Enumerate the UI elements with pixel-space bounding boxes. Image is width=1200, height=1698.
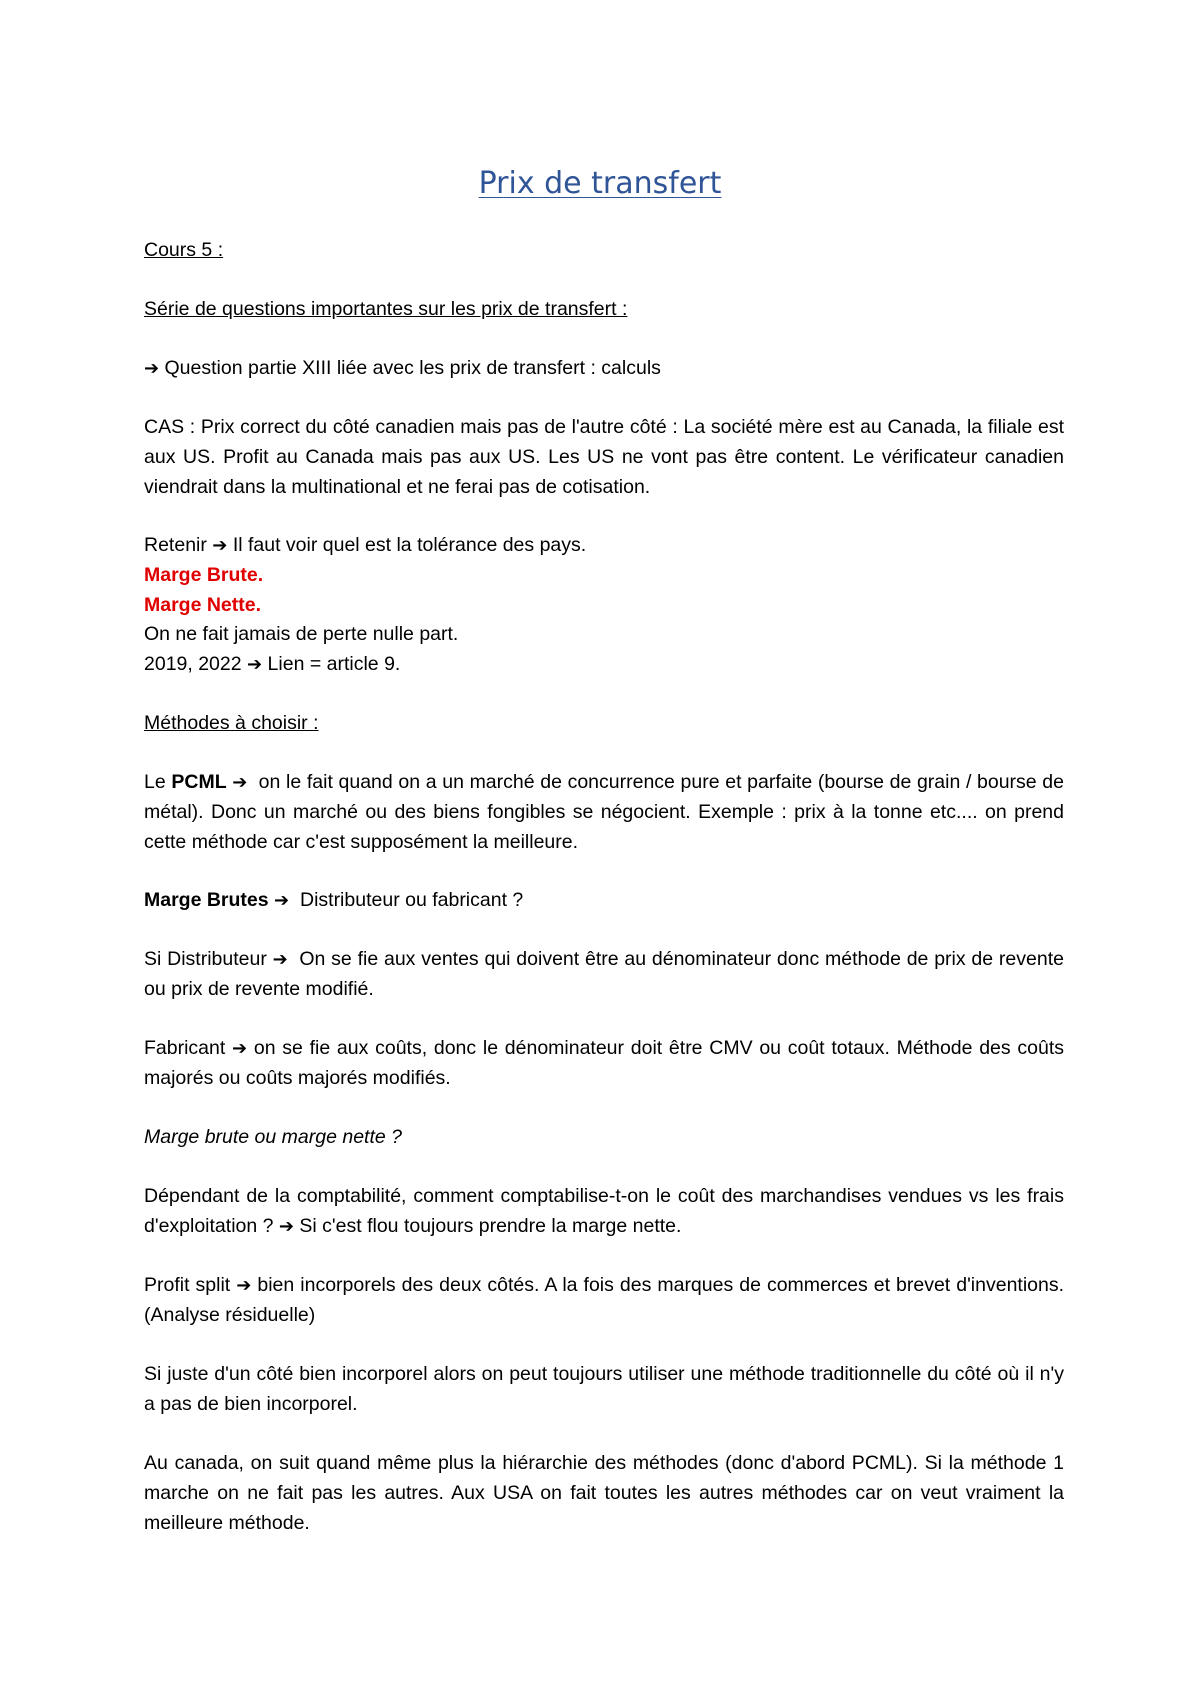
distributeur-label: Si Distributeur	[144, 948, 267, 970]
arrow-right-icon: ➔	[212, 535, 228, 556]
arrow-right-icon: ➔	[272, 949, 288, 970]
arrow-right-icon: ➔	[232, 1038, 248, 1059]
marge-nette-highlight: Marge Nette.	[144, 593, 262, 616]
methodes-heading: Méthodes à choisir :	[144, 712, 319, 734]
dependant-text: Dépendant de la comptabilité, comment comptabilise-t-on le coût des marchandises vendues vs les frais d'exploitation ?	[144, 1185, 1064, 1237]
marge-brute-highlight: Marge Brute.	[144, 563, 264, 586]
lien-line	[144, 650, 1064, 680]
distributeur-paragraph	[144, 945, 1064, 1005]
pcml-prefix: Le	[144, 771, 166, 793]
retenir-text: Il faut voir quel est la tolérance des pays.	[232, 534, 587, 556]
distributeur-text: On se fie aux ventes qui doivent être au dénominateur donc méthode de prix de revente ou prix de revente modifié.	[144, 948, 1064, 1000]
profit-split-text: bien incorporels des deux côtés. A la fois des marques de commerces et brevet d'inventions. (Analyse résiduelle)	[144, 1274, 1065, 1326]
retenir-label: Retenir	[144, 534, 207, 556]
cas-paragraph: CAS : Prix correct du côté canadien mais pas de l'autre côté : La société mère est au Canada, la filiale est aux US. Profit au Canada mais pas aux US. Les US ne vont pas être content. Le vérificateur canadien viendrait dans la multinational et ne ferai pas de cotisation.	[144, 416, 1064, 498]
question-line	[144, 354, 1064, 384]
fabricant-text: on se fie aux coûts, donc le dénominateur doit être CMV ou coût totaux. Méthode des coûts majorés ou coûts majorés modifiés.	[144, 1037, 1064, 1089]
marge-brutes-label: Marge Brutes	[144, 889, 269, 911]
marge-brutes-line	[144, 886, 1064, 916]
dependant-paragraph	[144, 1182, 1064, 1242]
arrow-right-icon: ➔	[247, 654, 263, 676]
arrow-right-icon: ➔	[144, 358, 160, 379]
pcml-text: on le fait quand on a un marché de concurrence pure et parfaite (bourse de grain / bourse de métal). Donc un marché ou des biens fongibles se négocient. Exemple : prix à la tonne etc.... on prend cette méthode car c'est supposément la meilleure.	[144, 771, 1064, 853]
dependant-after: Si c'est flou toujours prendre la marge nette.	[299, 1214, 682, 1237]
retenir-line	[144, 531, 1064, 561]
profit-split-paragraph	[144, 1271, 1064, 1331]
fabricant-paragraph	[144, 1034, 1064, 1094]
pcml-label: PCML	[171, 771, 227, 793]
question-text: Question partie XIII liée avec les prix de transfert : calculs	[164, 357, 661, 379]
pcml-paragraph	[144, 768, 1064, 857]
marge-brutes-text: Distributeur ou fabricant ?	[299, 889, 524, 911]
page-title: Prix de transfert	[478, 166, 722, 201]
fabricant-label: Fabricant	[144, 1037, 226, 1059]
lien-text: Lien = article 9.	[267, 653, 401, 676]
profit-split-label: Profit split	[144, 1274, 231, 1296]
marge-question: Marge brute ou marge nette ?	[144, 1126, 402, 1148]
years-text: 2019, 2022	[144, 653, 242, 676]
arrow-right-icon: ➔	[278, 1215, 294, 1237]
perte-line: On ne fait jamais de perte nulle part.	[144, 623, 459, 646]
arrow-right-icon: ➔	[274, 890, 290, 911]
au-canada-paragraph: Au canada, on suit quand même plus la hiérarchie des méthodes (donc d'abord PCML). Si la méthode 1 marche on ne fait pas les autres. Aux USA on fait toutes les autres méthodes car on veut vraiment la meilleure méthode.	[144, 1452, 1064, 1534]
retenir-section	[144, 531, 1064, 680]
si-juste-paragraph: Si juste d'un côté bien incorporel alors on peut toujours utiliser une méthode traditionnelle du côté où il n'y a pas de bien incorporel.	[144, 1363, 1064, 1415]
arrow-right-icon: ➔	[232, 772, 248, 793]
cours-heading: Cours 5 :	[144, 239, 224, 261]
arrow-right-icon: ➔	[236, 1275, 252, 1296]
series-heading: Série de questions importantes sur les prix de transfert :	[144, 298, 628, 320]
